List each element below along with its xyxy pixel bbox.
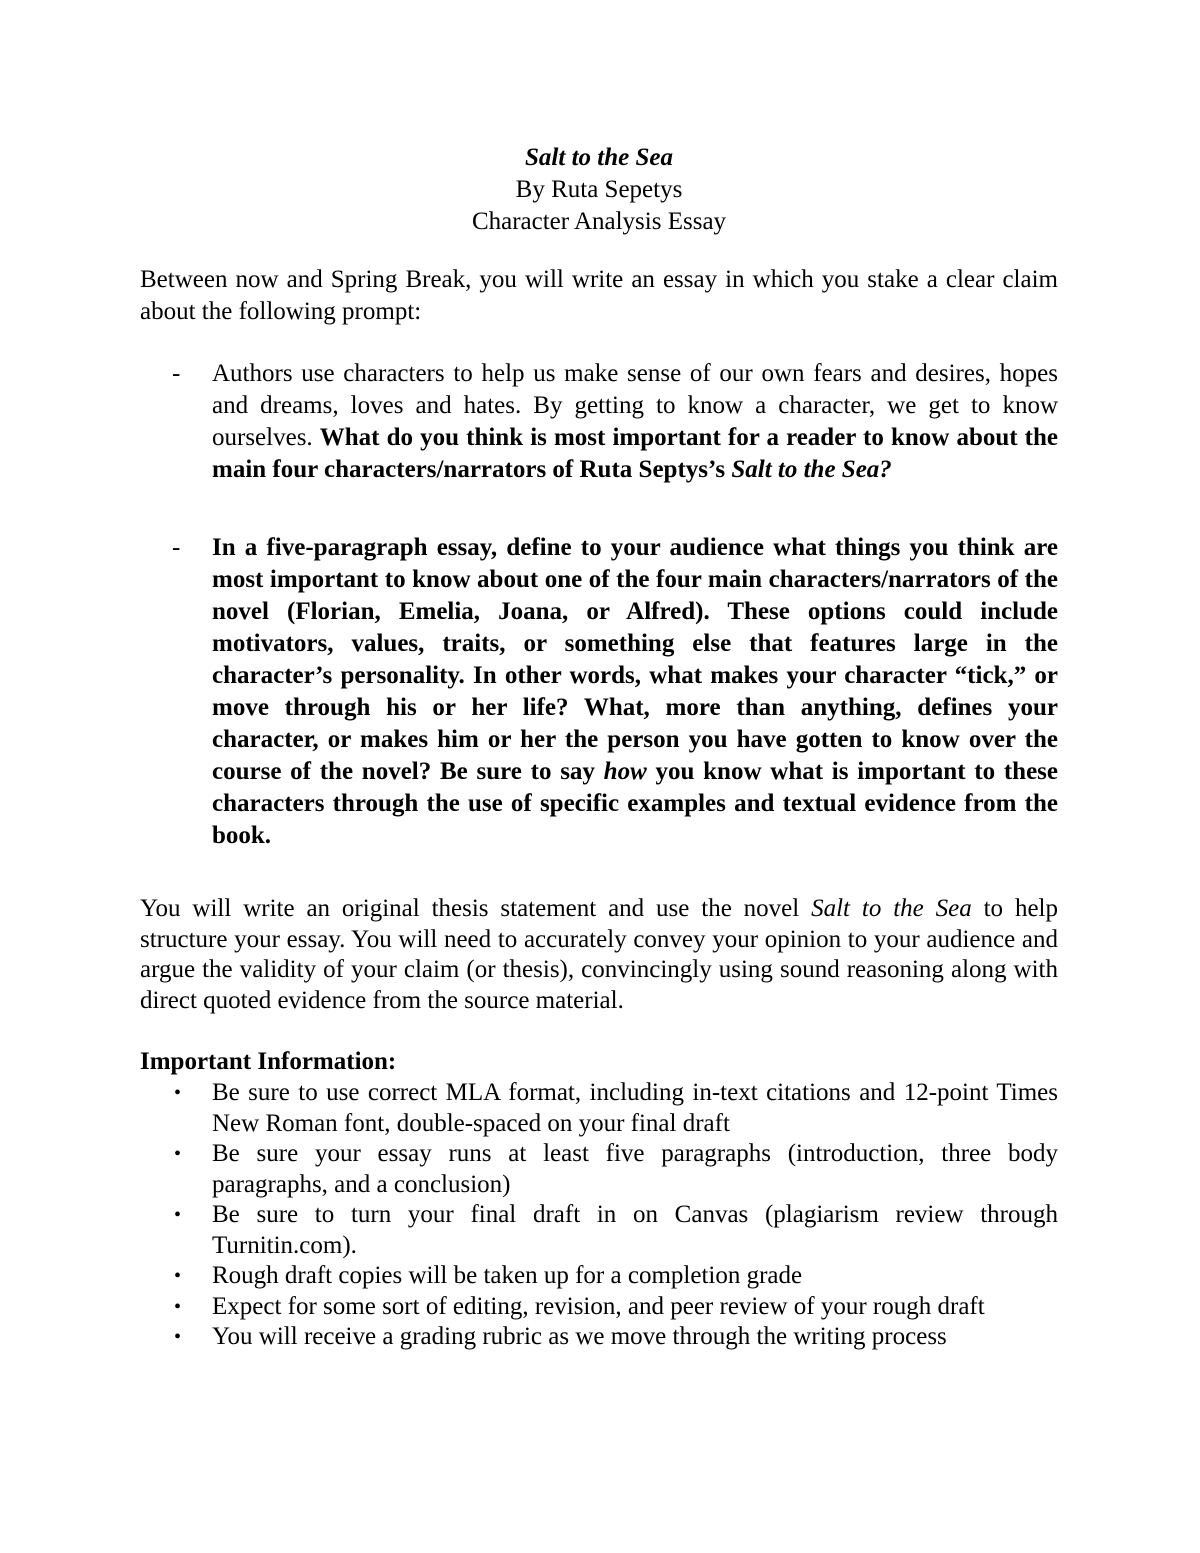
body-book-title: Salt to the Sea xyxy=(811,895,972,922)
prompt-item-1 xyxy=(140,358,1058,486)
important-info-heading: Important Information: xyxy=(140,1048,397,1075)
list-item-text: Expect for some sort of editing, revision, and peer review of your rough draft xyxy=(212,1292,985,1320)
document-author: By Ruta Sepetys xyxy=(515,176,683,203)
list-item-text: Rough draft copies will be taken up for a completion grade xyxy=(212,1262,803,1289)
body-text-after: to help structure your essay. You will need to accurately convey your opinion to your audience and argue the validity of your claim (or thesis), convincingly using sound reasoning along with direct quoted evidence from the source material. xyxy=(140,895,1058,1014)
prompt-2-text-b: you know what is important to these characters through the use of specific examples and textual evidence from the book. xyxy=(212,758,1058,849)
document-page xyxy=(140,142,1058,1353)
list-item xyxy=(140,1139,1058,1200)
list-item xyxy=(140,1322,1058,1353)
dash-marker: - xyxy=(172,360,181,387)
bullet-marker: • xyxy=(174,1143,182,1165)
list-item-text: You will receive a grading rubric as we move through the writing process xyxy=(212,1323,947,1350)
prompt-1-book-title: Salt to the Sea? xyxy=(731,456,892,483)
body-paragraph xyxy=(140,894,1058,1016)
prompt-item-2 xyxy=(140,532,1058,852)
bullet-marker: • xyxy=(174,1204,182,1226)
bullet-marker: • xyxy=(174,1082,182,1104)
intro-paragraph: Between now and Spring Break, you will write an essay in which you stake a clear claim about the following prompt: xyxy=(140,266,1058,325)
document-subtitle: Character Analysis Essay xyxy=(471,208,727,235)
list-item xyxy=(140,1078,1058,1139)
list-item xyxy=(140,1261,1058,1292)
list-item xyxy=(140,1292,1058,1323)
prompt-list xyxy=(140,358,1058,852)
document-title: Salt to the Sea xyxy=(525,144,673,171)
list-item-text: Be sure your essay runs at least five paragraphs (introduction, three body paragraphs, and a conclusion) xyxy=(212,1140,1058,1198)
list-item-text: Be sure to turn your final draft in on Canvas (plagiarism review through Turnitin.com). xyxy=(212,1201,1058,1259)
prompt-1-text: Authors use characters to help us make sense of our own fears and desires, hopes and dreams, loves and hates. By getting to know a character, we get to know ourselves. xyxy=(212,360,1058,451)
prompt-2-text-a: In a five-paragraph essay, define to your audience what things you think are most important to know about one of the four main characters/narrators of the novel (Florian, Emelia, Joana, or Alfred). These options could include motivators, values, traits, or something else that features large in the character’s personality. In other words, what makes your character “tick,” or move through his or her life? What, more than anything, defines your character, or makes him or her the person you have gotten to know over the course of the novel? Be sure to say xyxy=(212,534,1058,785)
list-item xyxy=(140,1200,1058,1261)
bullet-marker: • xyxy=(174,1326,182,1348)
prompt-2-emphasis: how xyxy=(603,758,647,785)
prompt-1-question: What do you think is most important for a reader to know about the main four characters/narrators of Ruta Septys’s xyxy=(212,424,1058,483)
body-text-before: You will write an original thesis statement and use the novel xyxy=(140,895,812,922)
bullet-marker: • xyxy=(174,1295,182,1318)
list-item-text: Be sure to use correct MLA format, including in-text citations and 12-point Times New Roman font, double-spaced on your final draft xyxy=(212,1079,1058,1137)
important-info-list xyxy=(140,1078,1058,1353)
bullet-marker: • xyxy=(174,1265,182,1287)
dash-marker: - xyxy=(172,534,181,561)
